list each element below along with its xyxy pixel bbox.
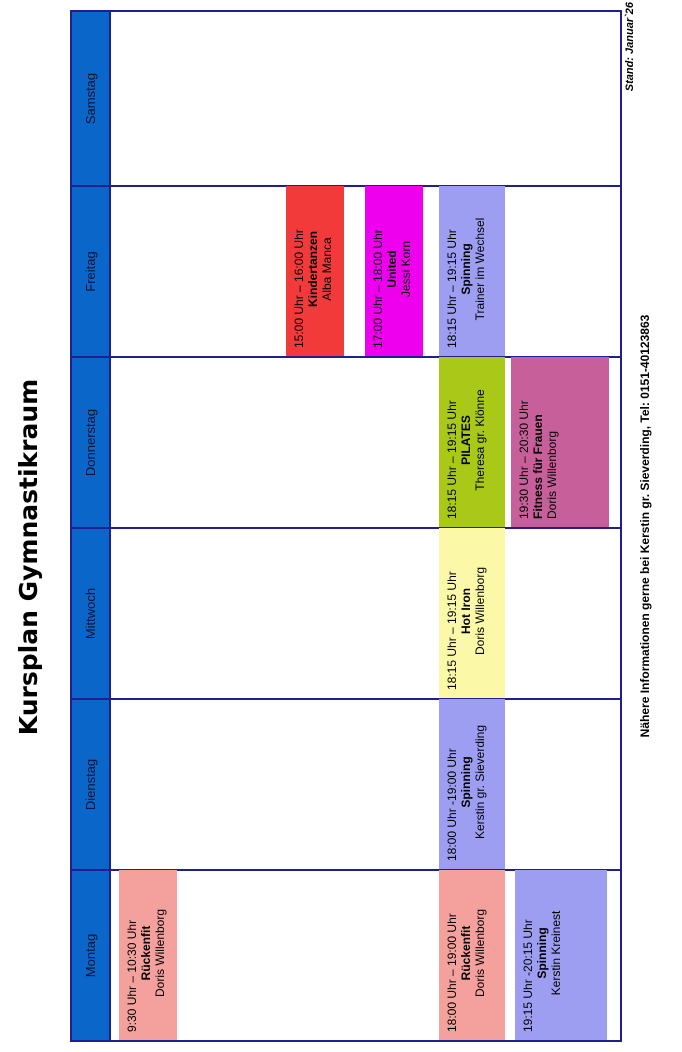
course-block [511,357,609,527]
course-trainer: Kerstin Kreinest [549,910,563,996]
course-name: Kindertanzen [306,231,320,308]
course-block [439,870,505,1040]
header-samstag: Samstag [72,12,109,185]
course-name: Hot Iron [459,588,473,634]
course-time: 19:30 Uhr – 20:30 Uhr [517,400,531,519]
header-dienstag: Dienstag [72,698,109,869]
column-divider [109,527,620,529]
course-name: Rückenfit [459,925,473,981]
course-trainer: Theresa gr. Klönne [473,389,487,491]
stand-date: Stand: Januar`26 [624,2,636,92]
footer-info: Nähere Informationen gerne bei Kerstin gr. Sieverding, Tel: 0151-40123863 [638,314,652,738]
page-title: Kursplan Gymnastikraum [14,378,43,736]
course-trainer: Doris Willenborg [153,908,167,998]
course-trainer: Kerstin gr. Sieverding [473,724,487,840]
course-name: Spinning [535,927,549,979]
course-time: 17:00 Uhr – 18:00 Uhr [371,229,385,348]
course-block [119,870,177,1040]
course-block [439,186,505,356]
course-block [286,186,344,356]
course-time: 18:00 Uhr – 19:00 Uhr [445,913,459,1032]
course-block [365,186,423,356]
course-name: Rückenfit [139,925,153,981]
course-block [439,528,505,698]
column-divider [109,698,620,700]
course-block [439,357,505,527]
course-trainer: Doris Willenborg [473,566,487,656]
course-name: Fitness für Frauen [531,414,545,519]
course-name: United [385,250,399,288]
course-trainer: Doris Willenborg [545,430,559,519]
header-montag: Montag [72,869,109,1040]
course-name: Spinning [459,243,473,295]
course-trainer: Alba Manca [320,237,334,301]
course-trainer: Trainer im Wechsel [473,217,487,321]
course-trainer: Jessi Korn [399,240,413,298]
course-block [515,870,607,1040]
course-time: 18:15 Uhr – 19:15 Uhr [445,571,459,690]
header-freitag: Freitag [72,185,109,356]
course-time: 19:15 Uhr -20:15 Uhr [521,919,535,1032]
course-time: 15:00 Uhr – 16:00 Uhr [292,229,306,348]
course-time: 18:00 Uhr -19:00 Uhr [445,748,459,861]
header-mittwoch: Mittwoch [72,527,109,698]
course-block [439,699,505,869]
schedule-table [70,10,622,1042]
course-time: 18:15 Uhr – 19:15 Uhr [445,229,459,348]
course-trainer: Doris Willenborg [473,908,487,998]
course-time: 9:30 Uhr – 10:30 Uhr [125,919,139,1032]
header-donnerstag: Donnerstag [72,356,109,527]
course-time: 18:15 Uhr – 19:15 Uhr [445,400,459,519]
header-divider [109,12,111,1040]
course-name: PILATES [459,415,473,465]
course-name: Spinning [459,756,473,808]
